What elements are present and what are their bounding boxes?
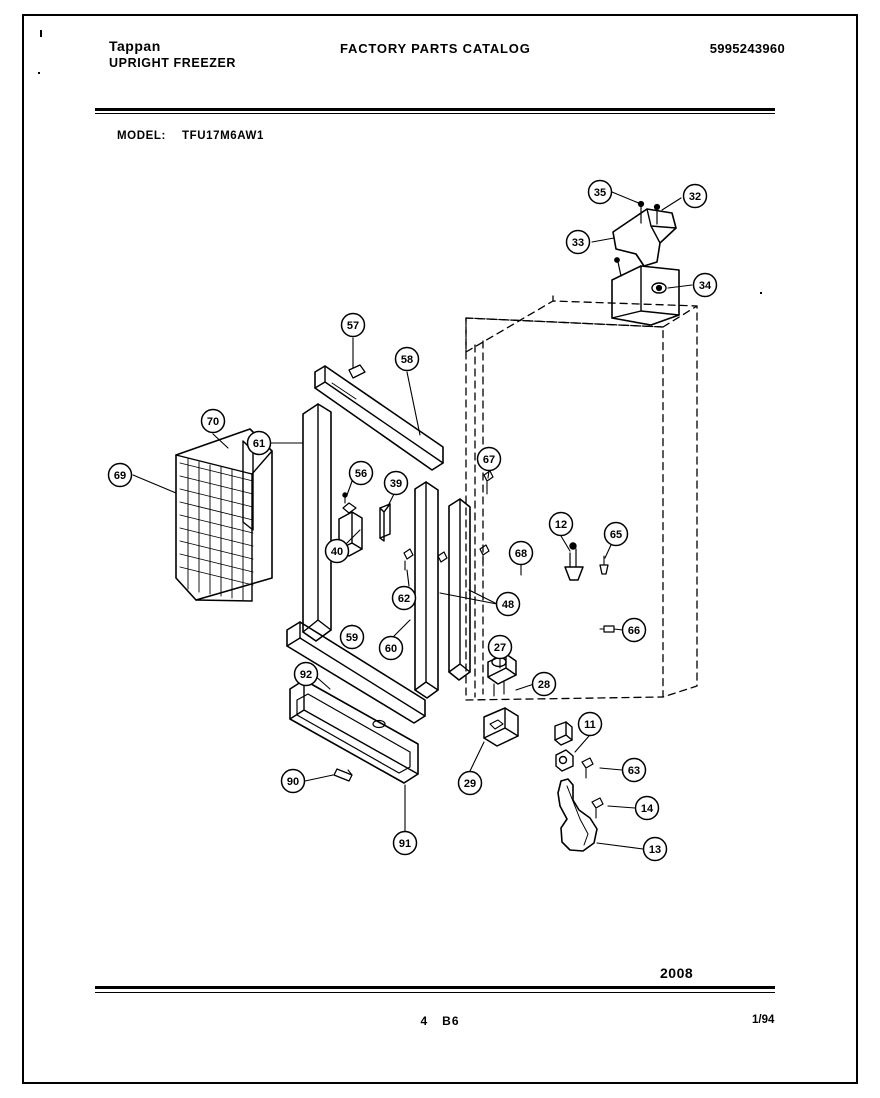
part-overload-28: [484, 708, 518, 746]
part-bracket-11: [555, 722, 603, 818]
part-65: [600, 556, 608, 574]
callout-39: [385, 472, 408, 495]
callout-label: 57: [346, 319, 360, 332]
part-66: [600, 626, 614, 632]
callout-label: 60: [384, 642, 398, 655]
callout-label: 34: [698, 279, 712, 292]
catalog-number: 5995243960: [709, 41, 785, 56]
leader-lines: [133, 192, 692, 849]
callout-label: 39: [389, 477, 403, 490]
callout-label: 66: [627, 624, 641, 637]
callout-label: 69: [113, 469, 127, 482]
callout-label: 13: [648, 843, 662, 856]
callout-label: 48: [501, 598, 515, 611]
callout-62: [393, 587, 416, 610]
callout-label: 61: [252, 437, 266, 450]
callout-label: 27: [493, 641, 507, 654]
callout-label: 40: [330, 545, 344, 558]
part-lower-door-panel: [290, 680, 418, 783]
part-handle-90: [334, 769, 352, 781]
callout-label: 67: [482, 453, 496, 466]
callout-33: [567, 231, 590, 254]
catalog-title: FACTORY PARTS CATALOG: [340, 41, 531, 56]
callout-label: 33: [571, 236, 585, 249]
callout-92: [295, 663, 318, 686]
callout-66: [623, 619, 646, 642]
callout-58: [396, 348, 419, 371]
callout-label: 12: [554, 518, 568, 531]
callout-90: [282, 770, 305, 793]
callout-label: 14: [640, 802, 654, 815]
callout-11: [579, 713, 602, 736]
callout-group: [109, 181, 717, 861]
callout-label: 59: [345, 631, 359, 644]
page-number: 4: [420, 1014, 429, 1028]
revision-date: 1/94: [752, 1014, 775, 1026]
callout-35: [589, 181, 612, 204]
callout-label: 63: [627, 764, 641, 777]
callout-label: 70: [206, 415, 220, 428]
callout-12: [550, 513, 573, 536]
callout-63: [623, 759, 646, 782]
callout-label: 28: [537, 678, 551, 691]
callout-59: [341, 626, 364, 649]
callout-91: [394, 832, 417, 855]
part-socket-12: [565, 543, 583, 580]
callout-32: [684, 185, 707, 208]
callout-label: 92: [299, 668, 313, 681]
callout-13: [644, 838, 667, 861]
callout-label: 65: [609, 528, 623, 541]
callout-69: [109, 464, 132, 487]
part-top-trim: [315, 366, 443, 470]
callout-68: [510, 542, 533, 565]
callout-56: [350, 462, 373, 485]
callout-27: [489, 636, 512, 659]
part-relay-27: [488, 654, 516, 696]
part-door-bar-outer: [449, 499, 470, 680]
callout-label: 58: [400, 353, 414, 366]
model-label: MODEL:: [117, 130, 166, 142]
callout-label: 35: [593, 186, 607, 199]
product-category: UPRIGHT FREEZER: [109, 56, 237, 70]
callout-67: [478, 448, 501, 471]
callout-label: 62: [397, 592, 411, 605]
brand-name: Tappan: [109, 38, 161, 54]
callout-label: 90: [286, 775, 300, 788]
part-top-trim-secondary: [349, 365, 365, 378]
callout-label: 91: [398, 837, 412, 850]
footer-divider-thin: [95, 992, 775, 993]
callout-label: 11: [584, 718, 596, 731]
callout-57: [342, 314, 365, 337]
footer-center: [0, 1014, 880, 1028]
callout-label: 56: [354, 467, 368, 480]
part-door-gasket-left: [303, 404, 331, 641]
callout-60: [380, 637, 403, 660]
model-value: TFU17M6AW1: [181, 130, 265, 142]
callout-70: [202, 410, 225, 433]
part-hinge-assembly: [612, 202, 679, 325]
callout-34: [694, 274, 717, 297]
part-door-bar-inner: [415, 482, 438, 698]
sheet-number: 2008: [660, 965, 694, 981]
part-drain-tube: [558, 779, 597, 851]
callout-29: [459, 772, 482, 795]
footer-divider-thick: [95, 986, 775, 989]
callout-40: [326, 540, 349, 563]
callout-48: [497, 593, 520, 616]
callout-label: 32: [688, 190, 702, 203]
callout-14: [636, 797, 659, 820]
callout-28: [533, 673, 556, 696]
callout-label: 29: [463, 777, 477, 790]
section-code: B6: [442, 1014, 460, 1028]
callout-label: 68: [514, 547, 528, 560]
callout-61: [248, 432, 271, 455]
callout-65: [605, 523, 628, 546]
